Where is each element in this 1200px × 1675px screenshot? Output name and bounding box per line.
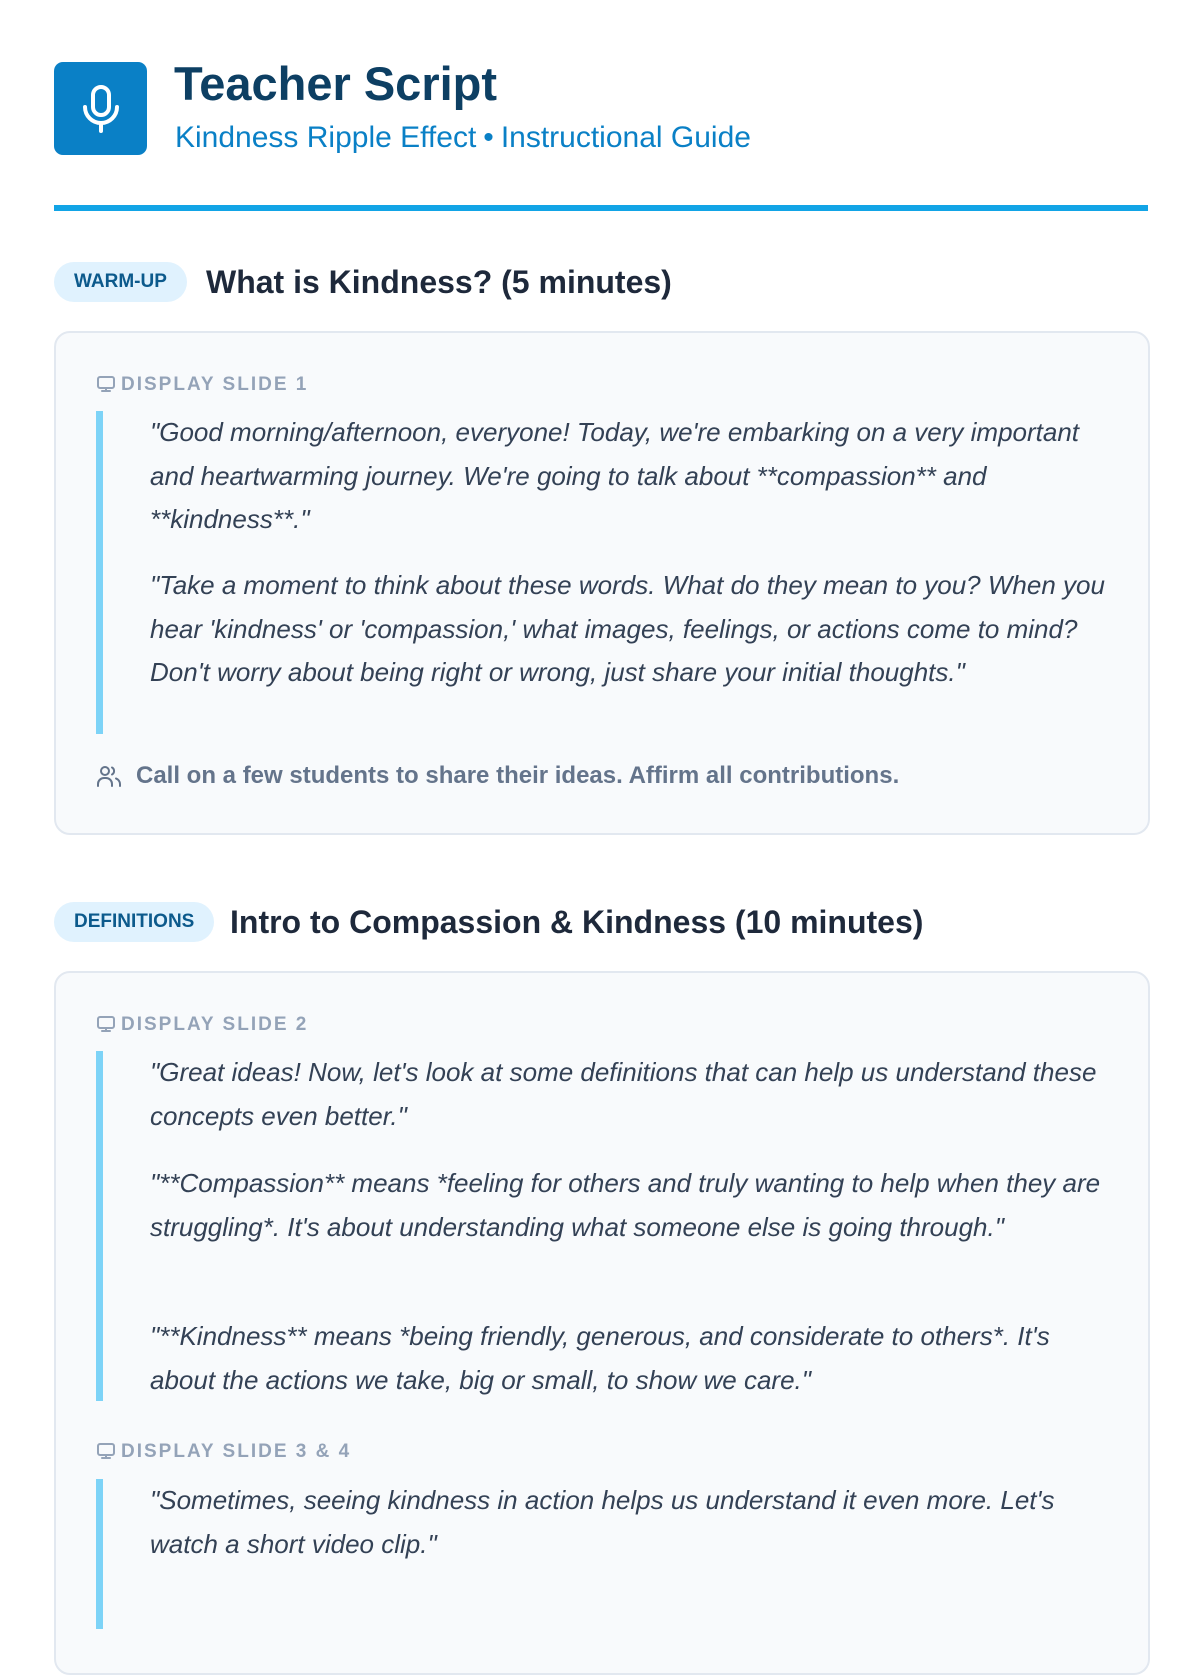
page-header (54, 57, 1148, 157)
slide-label (96, 1440, 351, 1464)
section-tag: DEFINITIONS (54, 902, 214, 942)
slide-label-text: DISPLAY SLIDE 2 (121, 1014, 309, 1035)
script-quote: "**Compassion** means *feeling for others and truly wanting to help when they are struggling*. It's about understanding what someone else is going through." (150, 1168, 1101, 1242)
quote-block (96, 1479, 1113, 1629)
script-quote: "Sometimes, seeing kindness in action helps us understand it even more. Let's watch a short video clip." (150, 1485, 1055, 1559)
quote-block (96, 411, 1113, 734)
script-quote: "Good morning/afternoon, everyone! Today, we're embarking on a very important and heartwarming journey. We're going to talk about **compassion** and **kindness**." (150, 417, 1080, 534)
slide-label-text: DISPLAY SLIDE 1 (121, 374, 309, 395)
script-card (54, 331, 1150, 835)
script-quote: "Great ideas! Now, let's look at some definitions that can help us understand these concepts even better." (150, 1057, 1097, 1131)
section-header-warmup (54, 262, 954, 302)
section-title: Intro to Compassion & Kindness (10 minutes) (230, 904, 924, 940)
monitor-icon (96, 1442, 116, 1460)
header-divider (54, 205, 1148, 211)
script-quote: "**Kindness** means *being friendly, generous, and considerate to others*. It's about the actions we take, big or small, to show we care." (150, 1321, 1050, 1395)
teacher-note-text: Call on a few students to share their ideas. Affirm all contributions. (136, 762, 900, 789)
monitor-icon (96, 1015, 116, 1033)
page-title: Teacher Script (174, 57, 498, 110)
quote-block (96, 1051, 1113, 1401)
script-card (54, 971, 1150, 1675)
microphone-icon (54, 62, 147, 155)
script-quote: "Take a moment to think about these words. What do they mean to you? When you hear 'kindness' or 'compassion,' what images, feelings, or actions come to mind? Don't worry about being right or wrong, just share your initial thoughts." (150, 570, 1105, 687)
section-header-definitions (54, 902, 1054, 942)
subtitle-guide: Instructional Guide (500, 121, 751, 154)
slide-label (96, 1013, 308, 1037)
slide-label (96, 373, 308, 397)
subtitle-lesson: Kindness Ripple Effect (175, 121, 477, 154)
users-icon (96, 764, 122, 788)
subtitle-separator: • (483, 121, 494, 154)
section-title: What is Kindness? (5 minutes) (206, 264, 672, 300)
section-tag: WARM-UP (54, 262, 187, 302)
page-subtitle (175, 121, 751, 155)
slide-label-text: DISPLAY SLIDE 3 & 4 (121, 1441, 352, 1462)
monitor-icon (96, 375, 116, 393)
